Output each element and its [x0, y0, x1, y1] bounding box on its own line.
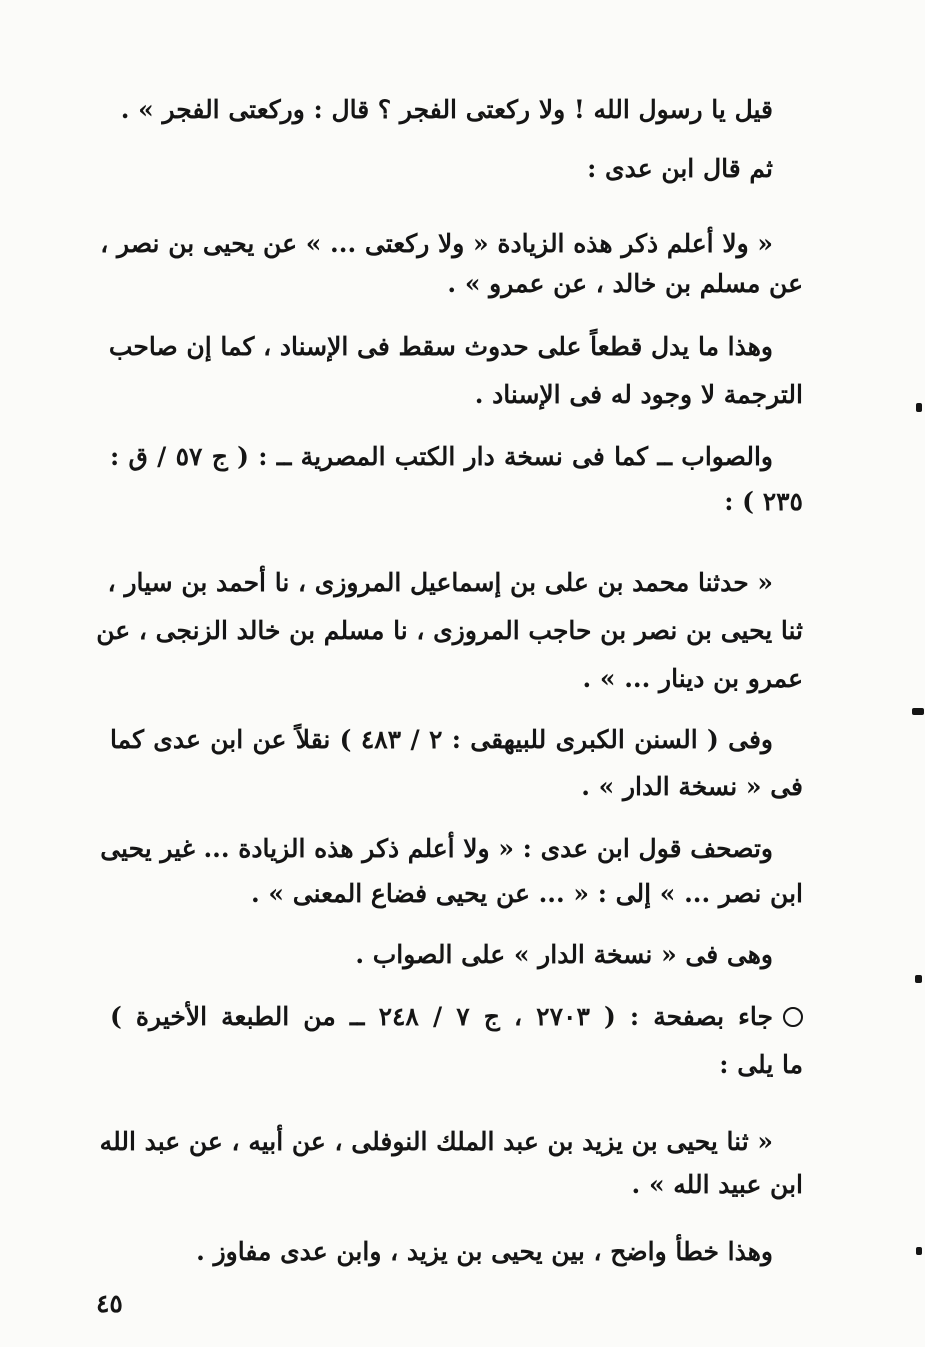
text-line-2: ثم قال ابن عدى : — [587, 154, 773, 183]
text-line-18: ما يلى : — [719, 1050, 803, 1079]
scan-speck — [912, 708, 924, 715]
text-line-10: ثنا يحيى بن نصر بن حاجب المروزى ، نا مسلم بن خالد الزنجى ، عن — [96, 616, 803, 645]
text-line-6: الترجمة لا وجود له فى الإسناد . — [474, 380, 803, 409]
text-line-9: « حدثنا محمد بن على بن إسماعيل المروزى ، نا أحمد بن سيار ، — [107, 568, 773, 597]
text-line-12: وفى ( السنن الكبرى للبيهقى : ٢ / ٤٨٣ ) نقلاً عن ابن عدى كما — [110, 725, 774, 754]
scan-speck — [916, 1247, 922, 1255]
text-line-13: فى « نسخة الدار » . — [581, 772, 803, 801]
marked-paragraph-line — [110, 1000, 803, 1034]
circle-bullet-icon — [783, 1007, 803, 1027]
text-line-20: ابن عبيد الله » . — [631, 1170, 803, 1199]
text-line-8: ٢٣٥ ) : — [724, 487, 803, 516]
text-line-11: عمرو بن دينار ... » . — [582, 664, 803, 693]
text-line-14: وتصحف قول ابن عدى : « ولا أعلم ذكر هذه الزيادة ... غير يحيى — [100, 834, 773, 863]
page-number: ٤٥ — [96, 1289, 123, 1318]
text-line-5: وهذا ما يدل قطعاً على حدوث سقط فى الإسناد ، كما إن صاحب — [108, 332, 773, 361]
text-line-21: وهذا خطأ واضح ، بين يحيى بن يزيد ، وابن عدى مفاوز . — [196, 1237, 773, 1266]
text-line-7: والصواب ــ كما فى نسخة دار الكتب المصرية ــ : ( ج ٥٧ / ق : — [110, 442, 773, 471]
text-line-4: عن مسلم بن خالد ، عن عمرو » . — [447, 269, 803, 298]
text-line-17: جاء بصفحة : ( ٢٧٠٣ ، ج ٧ / ٢٤٨ ــ من الطبعة الأخيرة ) — [110, 1002, 773, 1031]
text-line-19: « ثنا يحيى بن يزيد بن عبد الملك النوفلى ، عن أبيه ، عن عبد الله — [99, 1127, 773, 1156]
scan-speck — [916, 403, 922, 412]
text-line-3: « ولا أعلم ذكر هذه الزيادة « ولا ركعتى ... » عن يحيى بن نصر ، — [100, 229, 773, 258]
scan-speck — [915, 975, 922, 983]
text-line-15: ابن نصر ... » إلى : « ... عن يحيى فضاع المعنى » . — [251, 879, 803, 908]
text-line-1: قيل يا رسول الله ! ولا ركعتى الفجر ؟ قال : وركعتى الفجر » . — [120, 95, 773, 124]
text-line-16: وهى فى « نسخة الدار » على الصواب . — [355, 940, 773, 969]
